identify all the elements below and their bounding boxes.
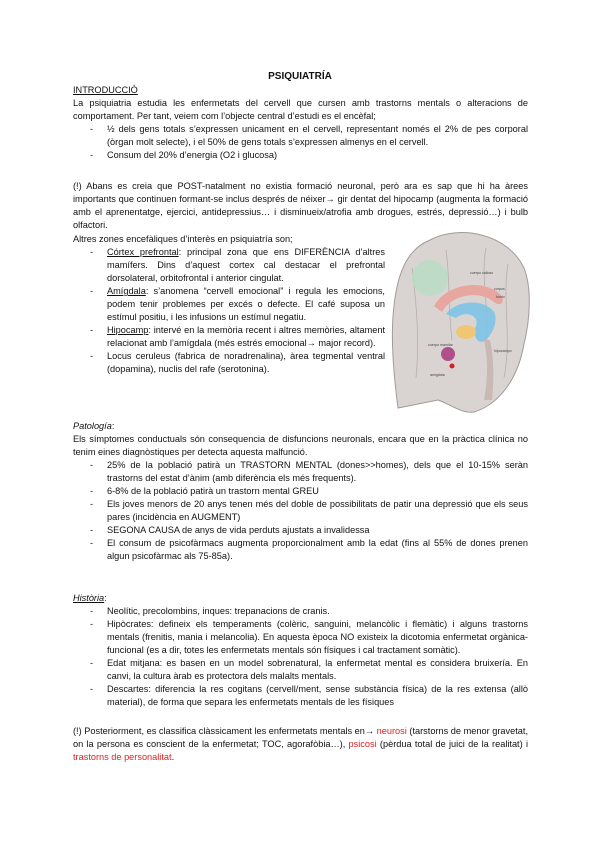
note-text: (!) Posteriorment, es classifica clàssicament les enfermetats mentals en→ [73, 726, 377, 736]
list-item: - Neolític, precolombins, inques: trepanacions de cranis. [73, 605, 528, 618]
patologia-heading [73, 420, 528, 433]
note-text: (pèrdua total de juici de la realitat) i [376, 739, 528, 749]
intro-section [73, 84, 528, 162]
list-item: - Hipòcrates: defineix els temperaments (colèric, sanguini, melancòlic i flemàtic) i alguns trastorns mentals (frenitis, mania i melancolia). En aquesta època NO existeix la dicotomia enfermetat orgànica-funcional (es a dir, totes les enfermetats mentals són físiques i cal tractament somàtic). [73, 618, 528, 657]
patologia-heading-text: Patología [73, 421, 112, 431]
list-item [73, 246, 385, 285]
figure-label: hipocampo [494, 349, 512, 353]
list-item: - Descartes: diferencia la res cogitans (cervell/ment, sense substància física) de la res extensa (allò material), de forma que separa les enfermetats mentals de les físiques [73, 683, 528, 709]
intro-heading: INTRODUCCIÓ [73, 85, 138, 95]
zone-text-locus: Locus ceruleus (fabrica de noradrenalina), àrea tegmental ventral (dopamina), nuclis del rafe (serotonina). [107, 351, 385, 374]
list-item [73, 324, 385, 350]
list-item [73, 350, 385, 376]
list-item: - 25% de la població patirà un TRASTORN MENTAL (dones>>homes), dels que el 10-15% seràn trastorns del estat d’ànim (amb diferència els més frequents). [73, 459, 528, 485]
list-item: - Els joves menors de 20 anys tenen més del doble de possibilitats de patir una depressió que els seus pares (incidència en AUGMENT) [73, 498, 528, 524]
page-title: PSIQUIATRÍA [268, 71, 332, 82]
prefrontal-area [412, 260, 448, 296]
note-text: . [171, 752, 175, 762]
historia-heading-colon: : [104, 593, 107, 603]
list-item: - ½ dels gens totals s’expressen unicament en el cervell, representant només el 2% de pes corporal (òrgan molt selecte), i el 50% de gens totals s’expressen almenys en el cervell. [73, 123, 528, 149]
figure-label: cuerpo calloso [470, 271, 494, 275]
zone-text-hipocamp: : intervé en la memòria recent i altres memòries, altament relacionat amb l’amígdala (més estrés emocional→ major record). [107, 325, 385, 348]
neurosi-term: neurosi [376, 726, 407, 736]
list-item [73, 285, 385, 324]
brain-illustration [390, 228, 530, 414]
neurogenesis-note: (!) Abans es creia que POST-natalment no existia formació neuronal, però ara es sap que hi ha àrees importants que continuen formant-se inclus després de néixer→ gir dentat del hipocamp (augmenta la formació amb el aprenentatge, ejercici, antidepressius… i disminueix/atrofia amb drogues, estrés, depressió…) i bulb olfactori. [73, 181, 528, 230]
note-text: (tarstorns de menor gravetat, on la persona es conscient de la enfermetat; TOC, agorafòbia…), [73, 726, 528, 749]
zone-term-prefrontal: Córtex prefrontal [107, 247, 179, 257]
figure-label: cuerpo mamilar [428, 343, 453, 347]
figure-label: amígdala [430, 373, 445, 377]
patologia-heading-colon: : [111, 421, 115, 431]
intro-list [73, 123, 528, 162]
zones-intro: Altres zones encefàliques d’interès en psiquiatría son; [73, 234, 293, 244]
classification-note [73, 725, 528, 764]
list-item: - Edat mitjana: es basen en un model sobrenatural, la enfermetat mental es considera bruixería. En canvi, la cultura àrab es protectora dels malalts mentals. [73, 657, 528, 683]
patologia-list [73, 459, 528, 563]
amygdala [441, 347, 455, 361]
historia-section [73, 592, 528, 709]
list-item: - SEGONA CAUSA de anys de vida perduts ajustats a invalidessa [73, 524, 528, 537]
historia-heading [73, 592, 528, 605]
figure-label: corpus [494, 287, 505, 291]
zone-term-hipocamp: Hipocamp [107, 325, 149, 335]
list-item: - Consum del 20% d’energia (O2 i glucosa) [73, 149, 528, 162]
patologia-paragraph: Els símptomes conductuals són consequencia de disfuncions neuronals, encara que en la pràctica clínica no tenim eines diagnòstiques per detecta aquesta malfunció. [73, 434, 528, 457]
intro-paragraph: La psiquiatria estudia les enfermetats del cervell que cursen amb trastorns mentals o alteracions de comportament. Per tant, veiem com l’objecte central d’estudi es el encèfal; [73, 98, 528, 121]
personalitat-term: trastorns de personalitat [73, 752, 172, 762]
figure-label: fórnix [496, 295, 505, 299]
psicosi-term: psicosi [348, 739, 377, 749]
brain-outline [392, 233, 529, 413]
zone-text-amigdala: : s’anomena “cervell emocional” i regula les emocions, podem tenir problemes per excés o defecte. El café suposa un estímul positiu, i les infusions un estímul negatiu. [107, 286, 385, 322]
thalamus [456, 325, 476, 339]
zones-list [73, 246, 385, 376]
historia-list [73, 605, 528, 709]
historia-heading-text: Història [73, 593, 105, 603]
list-item: - El consum de psicofàrmacs augmenta proporcionalment amb la edat (fins al 55% de dones prenen algun psicofàrmac als 75-85a). [73, 537, 528, 563]
zone-text-prefrontal: : principal zona que ens DIFERÈNCIA d’altres mamífers. Dins d’aquest cortex cal destacar el prefrontal dorsolateral, orbitofrontal i anterior cingulat. [107, 247, 385, 283]
zone-term-amigdala: Amígdala [107, 286, 146, 296]
mamillary-body [450, 364, 455, 369]
list-item: - 6-8% de la població patirà un trastorn mental GREU [73, 485, 528, 498]
patologia-section [73, 420, 528, 563]
